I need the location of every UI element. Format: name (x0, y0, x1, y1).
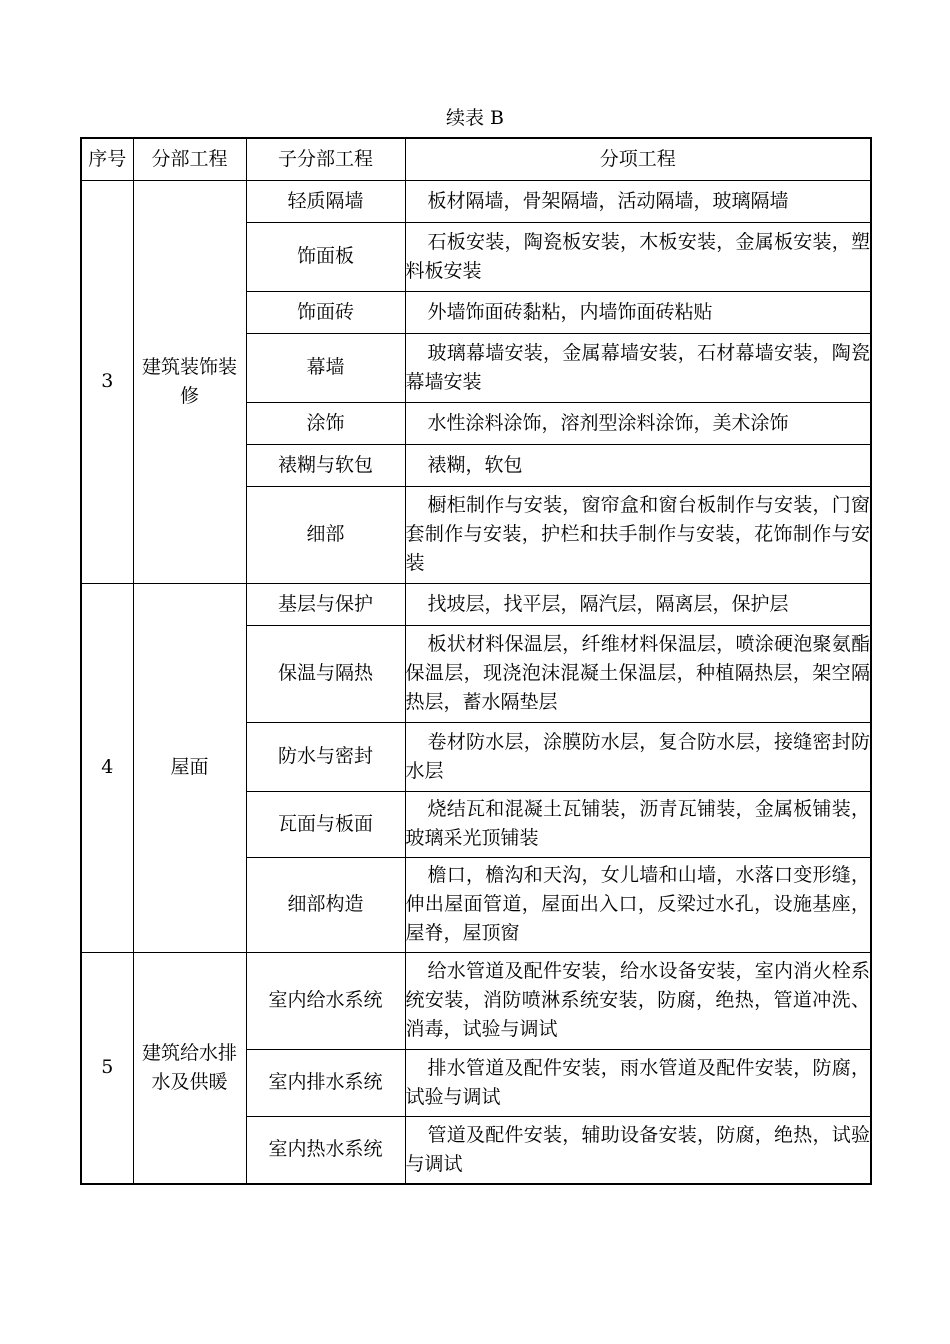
subdivision-cell: 幕墙 (246, 333, 405, 402)
subdivision-cell: 涂饰 (246, 402, 405, 444)
subdivision-cell: 细部 (246, 486, 405, 583)
subdivision-cell: 基层与保护 (246, 583, 405, 625)
items-cell: 给水管道及配件安装，给水设备安装，室内消火栓系统安装，消防喷淋系统安装，防腐，绝热，管道冲洗、消毒，试验与调试 (405, 952, 871, 1049)
items-cell: 排水管道及配件安装，雨水管道及配件安装，防腐，试验与调试 (405, 1049, 871, 1116)
group-no: 5 (81, 952, 133, 1184)
header-no: 序号 (81, 138, 133, 180)
header-subdivision: 子分部工程 (246, 138, 405, 180)
subdivision-cell: 室内热水系统 (246, 1116, 405, 1184)
subdivision-cell: 瓦面与板面 (246, 791, 405, 857)
group-division: 建筑给水排水及供暖 (133, 952, 246, 1184)
header-items: 分项工程 (405, 138, 871, 180)
items-cell: 烧结瓦和混凝土瓦铺装，沥青瓦铺装，金属板铺装，玻璃采光顶铺装 (405, 791, 871, 857)
table-caption: 续表 B (445, 107, 504, 129)
items-cell: 橱柜制作与安装，窗帘盒和窗台板制作与安装，门窗套制作与安装，护栏和扶手制作与安装，花饰制作与安装 (405, 486, 871, 583)
group-no: 3 (81, 180, 133, 583)
division-table (80, 137, 872, 1185)
items-cell: 板状材料保温层，纤维材料保温层，喷涂硬泡聚氨酯保温层，现浇泡沫混凝土保温层，种植隔热层，架空隔热层，蓄水隔垫层 (405, 625, 871, 722)
items-cell: 玻璃幕墙安装，金属幕墙安装，石材幕墙安装，陶瓷幕墙安装 (405, 333, 871, 402)
items-cell: 卷材防水层，涂膜防水层，复合防水层，接缝密封防水层 (405, 722, 871, 791)
subdivision-cell: 细部构造 (246, 857, 405, 952)
subdivision-cell: 保温与隔热 (246, 625, 405, 722)
items-cell: 石板安装，陶瓷板安装，木板安装，金属板安装，塑料板安装 (405, 222, 871, 291)
subdivision-cell: 防水与密封 (246, 722, 405, 791)
items-cell: 外墙饰面砖黏粘，内墙饰面砖粘贴 (405, 291, 871, 333)
items-cell: 裱糊，软包 (405, 444, 871, 486)
table-header-row (81, 138, 871, 180)
subdivision-cell: 饰面砖 (246, 291, 405, 333)
subdivision-cell: 室内排水系统 (246, 1049, 405, 1116)
items-cell: 管道及配件安装，辅助设备安装，防腐，绝热，试验与调试 (405, 1116, 871, 1184)
header-division: 分部工程 (133, 138, 246, 180)
subdivision-cell: 裱糊与软包 (246, 444, 405, 486)
group-no: 4 (81, 583, 133, 952)
table-row (81, 952, 871, 1049)
items-cell: 找坡层，找平层，隔汽层，隔离层，保护层 (405, 583, 871, 625)
table-row (81, 583, 871, 625)
items-cell: 板材隔墙，骨架隔墙，活动隔墙，玻璃隔墙 (405, 180, 871, 222)
group-division: 屋面 (133, 583, 246, 952)
items-cell: 水性涂料涂饰，溶剂型涂料涂饰，美术涂饰 (405, 402, 871, 444)
subdivision-cell: 室内给水系统 (246, 952, 405, 1049)
group-division: 建筑装饰装修 (133, 180, 246, 583)
subdivision-cell: 轻质隔墙 (246, 180, 405, 222)
table-row (81, 180, 871, 222)
items-cell: 檐口，檐沟和天沟，女儿墙和山墙，水落口变形缝，伸出屋面管道，屋面出入口，反梁过水孔，设施基座，屋脊，屋顶窗 (405, 857, 871, 952)
subdivision-cell: 饰面板 (246, 222, 405, 291)
